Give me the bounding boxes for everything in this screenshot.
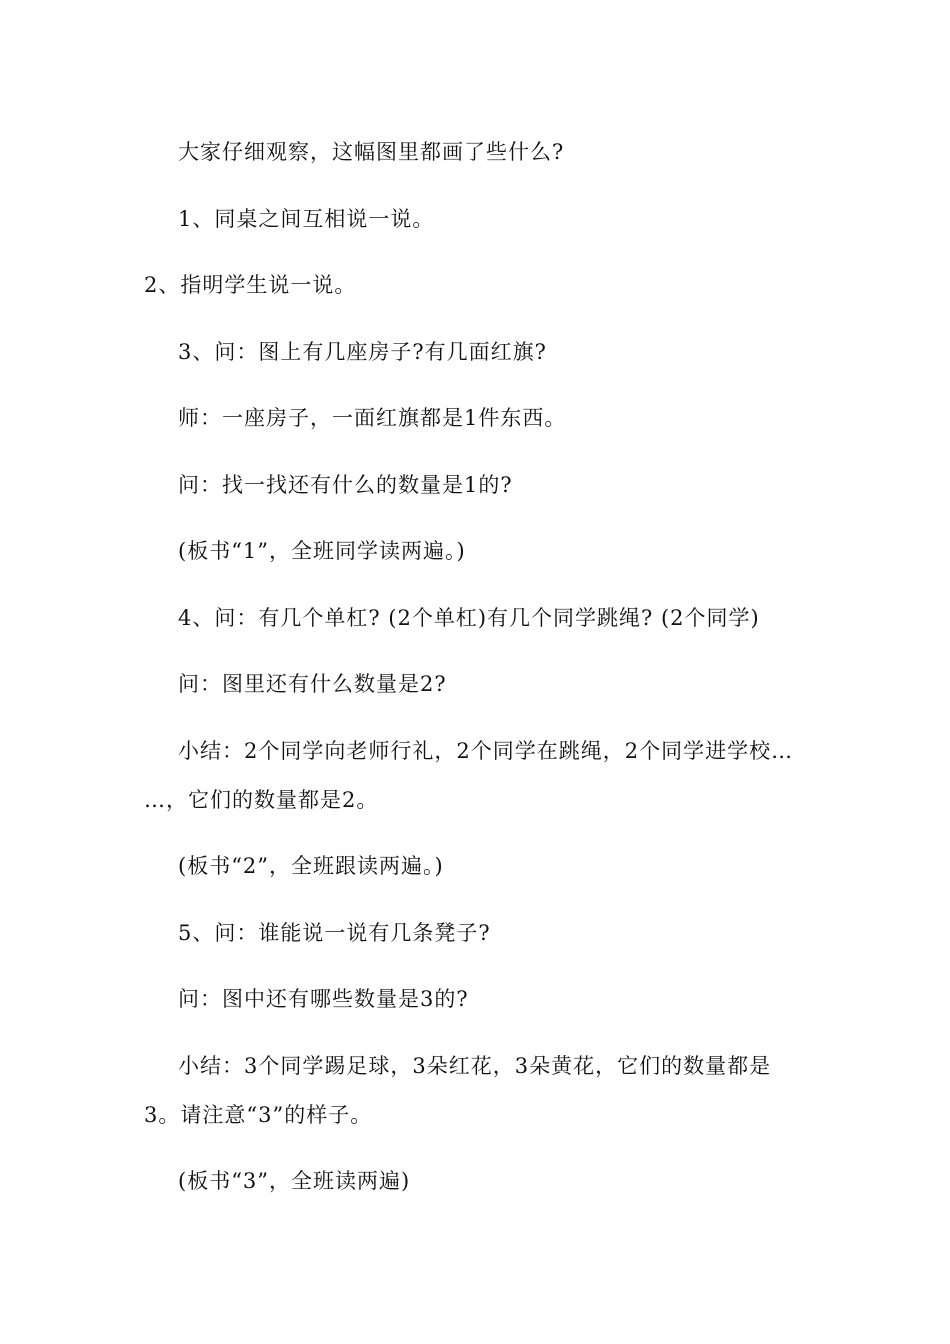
paragraph-summary-3: 小结：3个同学踢足球，3朵红花，3朵黄花，它们的数量都是 xyxy=(178,1054,772,1078)
paragraph-step-3: 3、问：图上有几座房子?有几面红旗? xyxy=(178,340,547,364)
paragraph-observe: 大家仔细观察，这幅图里都画了些什么? xyxy=(178,140,565,164)
paragraph-question-3: 问：图中还有哪些数量是3的? xyxy=(178,987,469,1011)
paragraph-board-1: (板书“1”，全班同学读两遍。) xyxy=(178,539,466,563)
paragraph-question-1: 问：找一找还有什么的数量是1的? xyxy=(178,473,513,497)
paragraph-board-3: (板书“3”，全班读两遍) xyxy=(178,1169,411,1193)
paragraph-question-2: 问：图里还有什么数量是2? xyxy=(178,672,447,696)
paragraph-teacher: 师：一座房子，一面红旗都是1件东西。 xyxy=(178,406,567,430)
paragraph-summary-2: 小结：2个同学向老师行礼，2个同学在跳绳，2个同学进学校… xyxy=(178,739,794,763)
paragraph-step-5: 5、问：谁能说一说有几条凳子? xyxy=(178,921,491,945)
paragraph-step-2: 2、指明学生说一说。 xyxy=(144,273,357,297)
paragraph-board-2: (板书“2”，全班跟读两遍。) xyxy=(178,854,444,878)
paragraph-step-4: 4、问：有几个单杠? (2个单杠)有几个同学跳绳? (2个同学) xyxy=(178,606,760,630)
paragraph-summary-3-cont: 3。请注意“3”的样子。 xyxy=(144,1103,373,1127)
paragraph-step-1: 1、同桌之间互相说一说。 xyxy=(178,207,435,231)
paragraph-summary-2-cont: …，它们的数量都是2。 xyxy=(144,788,379,812)
